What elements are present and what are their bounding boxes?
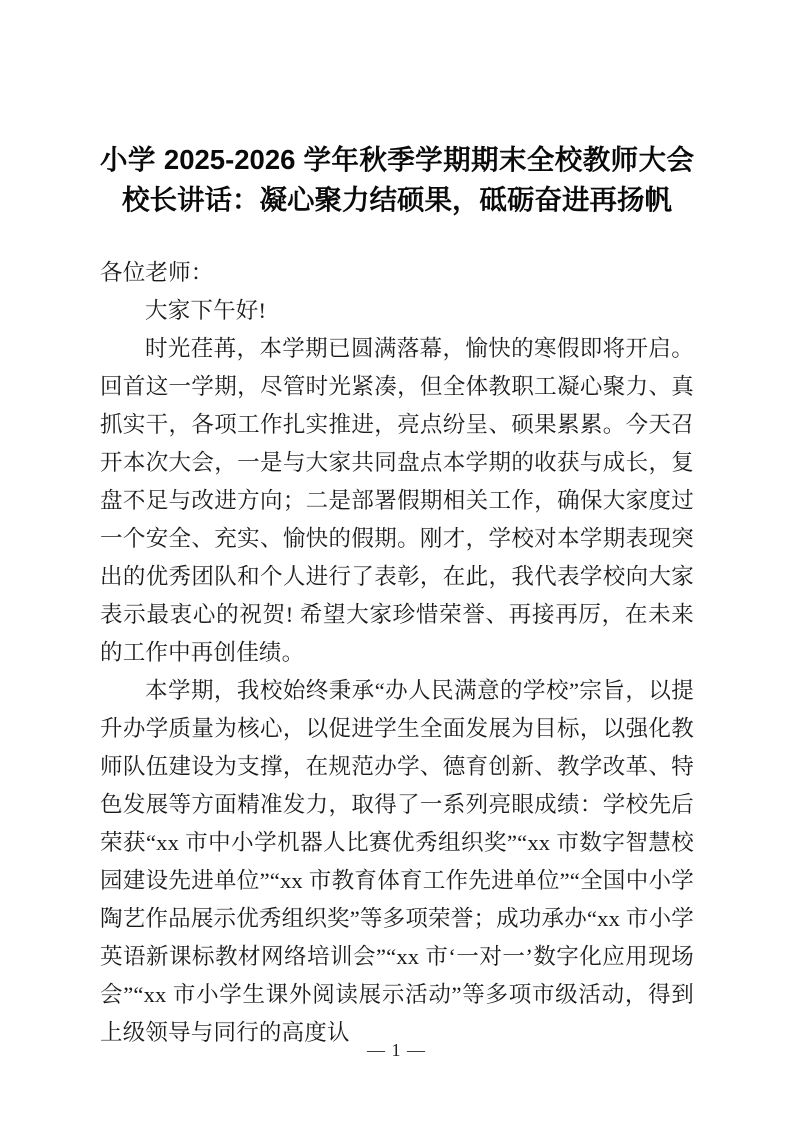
paragraph-semester-review: 时光荏苒，本学期已圆满落幕，愉快的寒假即将开启。回首这一学期，尽管时光紧凑，但全体教职工凝心聚力、真抓实干，各项工作扎实推进，亮点纷呈、硕果累累。今天召开本次大会，一是与大家共同盘点本学期的收获与成长，复盘不足与改进方向；二是部署假期相关工作，确保大家度过一个安全、充实、愉快的假期。刚才，学校对本学期表现突出的优秀团队和个人进行了表彰，在此，我代表学校向大家表示最衷心的祝贺! 希望大家珍惜荣誉、再接再厉，在未来的工作中再创佳绩。 [100,336,694,665]
page-title: 小学 2025-2026 学年秋季学期期末全校教师大会校长讲话：凝心聚力结硕果，砥砺奋进再扬帆 [100,144,694,215]
document-content [100,140,694,1052]
salutation: 各位老师： [100,260,214,285]
paragraph-greeting: 大家下午好! [145,298,267,323]
page-number-footer: — 1 — [367,1040,426,1060]
paragraph-achievements: 本学期，我校始终秉承“办人民满意的学校”宗旨，以提升办学质量为核心，以促进学生全面发展为目标，以强化教师队伍建设为支撑，在规范办学、德育创新、教学改革、特色发展等方面精准发力，取得了一系列亮眼成绩：学校先后荣获“xx 市中小学机器人比赛优秀组织奖”“xx 市数字智慧校园建设先进单位”“xx 市教育体育工作先进单位”“全国中小学陶艺作品展示优秀组织奖”等多项荣誉；成功承办“xx 市小学英语新课标教材网络培训会”“xx 市‘一对一’数字化应用现场会”“xx 市小学生课外阅读展示活动”等多项市级活动，得到上级领导与同行的高度认 [100,678,694,1045]
document-body [100,254,694,1052]
